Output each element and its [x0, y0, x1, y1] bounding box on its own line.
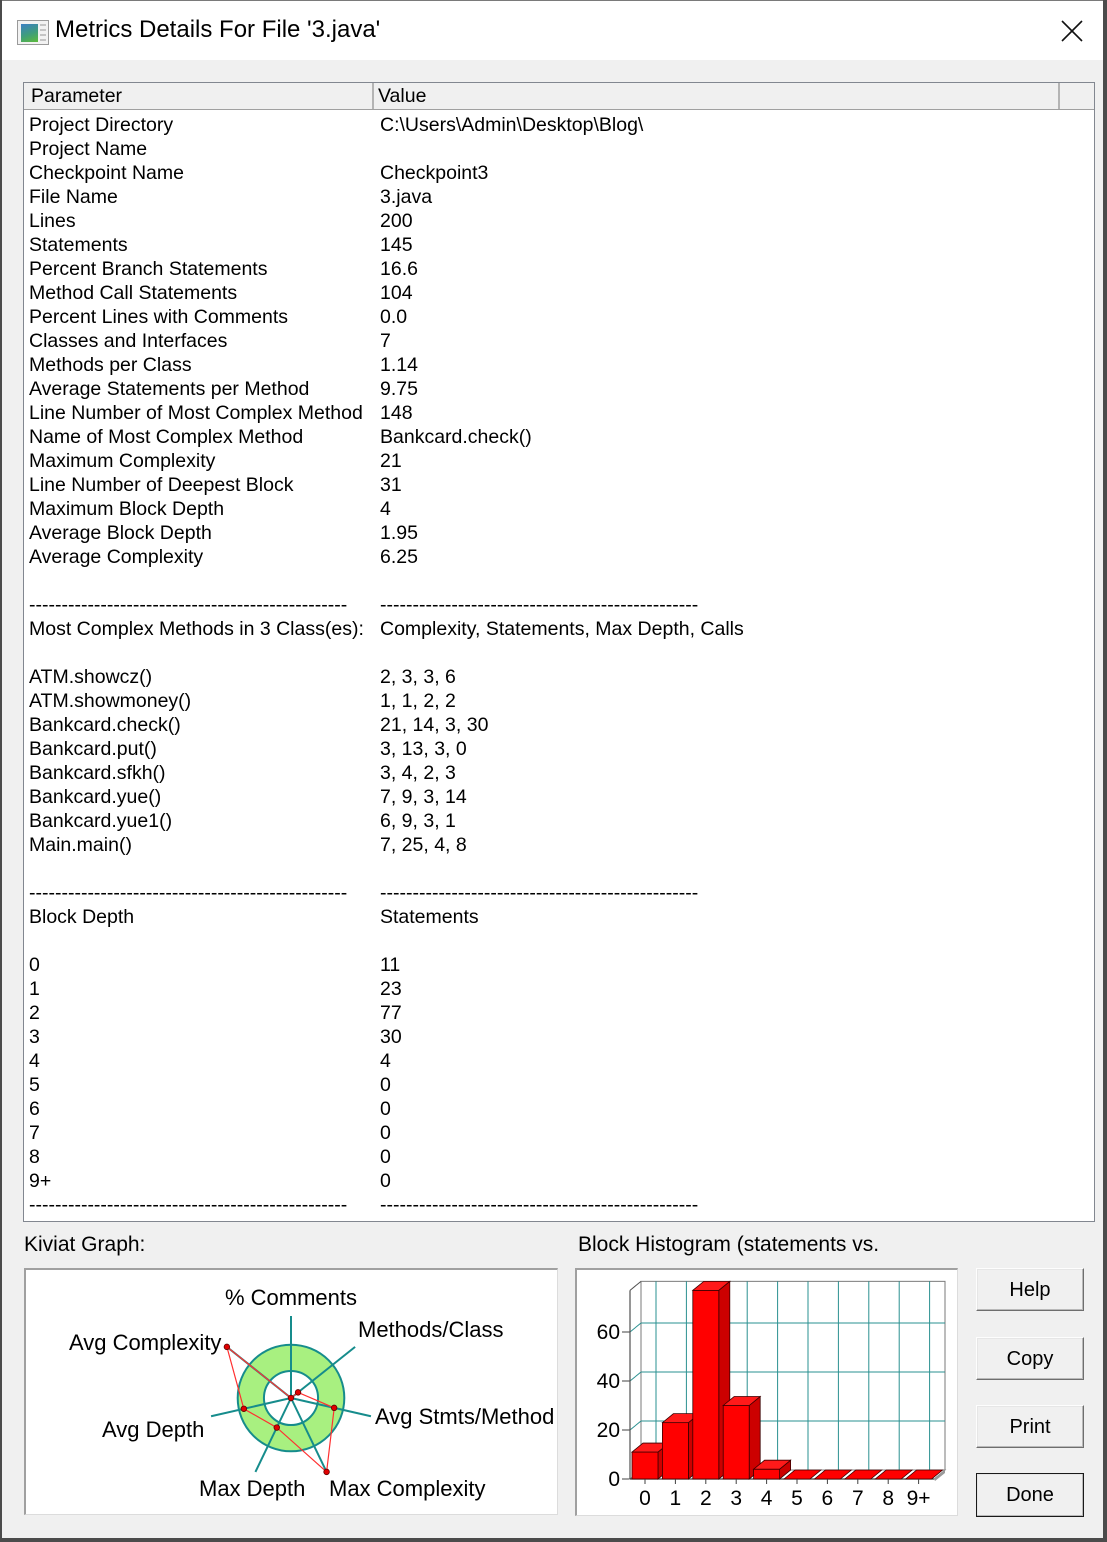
table-row[interactable] [24, 1049, 1094, 1073]
kiviat-axis-label: Avg Depth [102, 1417, 205, 1442]
kiviat-axis-label: Methods/Class [358, 1317, 504, 1342]
table-row[interactable] [24, 905, 1094, 929]
table-row[interactable] [24, 185, 1094, 209]
window-border-left[interactable] [0, 0, 2, 1542]
table-row[interactable] [24, 641, 1094, 665]
copy-button[interactable]: Copy [976, 1337, 1084, 1380]
app-icon-lines [40, 24, 46, 42]
value-cell: 3, 13, 3, 0 [380, 738, 467, 760]
table-row[interactable] [24, 1025, 1094, 1049]
table-row[interactable] [24, 1097, 1094, 1121]
value-cell: 0.0 [380, 306, 408, 328]
parameter-cell: Lines [29, 210, 76, 232]
table-row[interactable] [24, 161, 1094, 185]
parameter-cell: 4 [29, 1050, 40, 1072]
value-cell: 0 [380, 1074, 391, 1096]
table-row[interactable] [24, 473, 1094, 497]
table-row[interactable] [24, 881, 1094, 905]
value-cell: ------------------------------------------------- [380, 1194, 699, 1216]
value-cell: 11 [380, 954, 401, 976]
table-row[interactable] [24, 281, 1094, 305]
parameter-cell: ------------------------------------------------- [29, 882, 348, 904]
y-tick-label: 20 [596, 1419, 620, 1442]
x-tick-label: 3 [730, 1487, 743, 1510]
parameter-cell: 1 [29, 978, 40, 1000]
app-icon [17, 20, 49, 45]
block-histogram [575, 1268, 958, 1516]
parameter-cell: Line Number of Most Complex Method [29, 402, 363, 424]
table-row[interactable] [24, 929, 1094, 953]
value-cell: 31 [380, 474, 402, 496]
y-tick-label: 60 [596, 1321, 620, 1344]
table-row[interactable] [24, 113, 1094, 137]
kiviat-axis-label: Max Complexity [329, 1476, 486, 1501]
histogram-bar-front [632, 1452, 658, 1479]
value-cell: 0 [380, 1146, 391, 1168]
table-row[interactable] [24, 953, 1094, 977]
table-row[interactable] [24, 257, 1094, 281]
value-cell: 7, 9, 3, 14 [380, 786, 467, 808]
value-cell: 77 [380, 1002, 402, 1024]
value-cell: 21, 14, 3, 30 [380, 714, 489, 736]
value-cell: 200 [380, 210, 413, 232]
parameter-cell: Percent Lines with Comments [29, 306, 289, 328]
kiviat-axis-label: Avg Stmts/Method [375, 1404, 555, 1429]
window-border-bottom[interactable] [0, 1538, 1107, 1542]
x-tick-label: 0 [639, 1487, 651, 1510]
x-tick-label: 8 [882, 1487, 895, 1510]
histogram-side-wall-edge [630, 1281, 641, 1290]
list-rows [24, 113, 1094, 1217]
parameter-cell: ------------------------------------------------- [29, 1194, 348, 1216]
parameter-cell: 5 [29, 1074, 40, 1096]
value-cell: 1.14 [380, 354, 418, 376]
parameter-cell: ATM.showcz() [29, 666, 153, 688]
value-cell: 148 [380, 402, 413, 424]
x-tick-label: 6 [821, 1487, 834, 1510]
kiviat-data-point [241, 1406, 247, 1412]
kiviat-data-point [224, 1344, 230, 1350]
kiviat-data-point [324, 1469, 330, 1475]
done-button[interactable]: Done [976, 1473, 1084, 1517]
value-cell: 21 [380, 450, 402, 472]
kiviat-axis-label: Max Depth [199, 1476, 306, 1501]
table-row[interactable] [24, 329, 1094, 353]
value-cell: 7 [380, 330, 391, 352]
parameter-cell: Classes and Interfaces [29, 330, 228, 352]
parameter-cell: Statements [29, 234, 128, 256]
histogram-bar-front [754, 1469, 780, 1479]
value-cell: 16.6 [380, 258, 418, 280]
value-cell: 0 [380, 1170, 391, 1192]
table-row[interactable] [24, 233, 1094, 257]
parameter-cell: 6 [29, 1098, 40, 1120]
value-cell: 2, 3, 3, 6 [380, 666, 456, 688]
table-row[interactable] [24, 737, 1094, 761]
kiviat-data-point [331, 1405, 337, 1411]
column-header-value[interactable]: Value [374, 83, 1060, 109]
x-tick-label: 7 [851, 1487, 864, 1510]
window-title: Metrics Details For File '3.java' [55, 16, 381, 43]
table-row[interactable] [24, 137, 1094, 161]
value-cell: 6, 9, 3, 1 [380, 810, 456, 832]
histogram-bar [723, 1397, 760, 1480]
parameter-cell: Main.main() [29, 834, 132, 856]
table-row[interactable] [24, 425, 1094, 449]
kiviat-axis-label: % Comments [224, 1285, 358, 1310]
column-header-filler [1060, 83, 1094, 109]
y-tick-label: 0 [608, 1468, 620, 1491]
table-row[interactable] [24, 569, 1094, 593]
kiviat-data-point [295, 1390, 301, 1396]
table-row[interactable] [24, 377, 1094, 401]
parameter-cell: 8 [29, 1146, 40, 1168]
parameter-cell: Maximum Block Depth [29, 498, 225, 520]
metrics-list[interactable] [23, 82, 1095, 1222]
value-cell: 0 [380, 1098, 391, 1120]
parameter-cell: ATM.showmoney() [29, 690, 192, 712]
table-row[interactable] [24, 353, 1094, 377]
parameter-cell: Maximum Complexity [29, 450, 216, 472]
kiviat-axis-label: Avg Complexity [69, 1330, 222, 1355]
table-row[interactable] [24, 449, 1094, 473]
column-header-parameter[interactable]: Parameter [24, 83, 374, 109]
value-cell: ------------------------------------------------- [380, 594, 699, 616]
parameter-cell: ------------------------------------------------- [29, 594, 348, 616]
parameter-cell: Block Depth [29, 906, 135, 928]
parameter-cell: File Name [29, 186, 118, 208]
parameter-cell: 0 [29, 954, 40, 976]
value-cell: 1, 1, 2, 2 [380, 690, 456, 712]
parameter-cell: 3 [29, 1026, 40, 1048]
value-cell: 145 [380, 234, 413, 256]
parameter-cell: 7 [29, 1122, 40, 1144]
table-row[interactable] [24, 593, 1094, 617]
table-row[interactable] [24, 1001, 1094, 1025]
value-cell: Bankcard.check() [380, 426, 532, 448]
table-row[interactable] [24, 497, 1094, 521]
value-cell: 0 [380, 1122, 391, 1144]
parameter-cell: Most Complex Methods in 3 Class(es): [29, 618, 364, 640]
value-cell: C:\Users\Admin\Desktop\Blog\ [380, 114, 644, 136]
parameter-cell: Bankcard.put() [29, 738, 157, 760]
parameter-cell: Percent Branch Statements [29, 258, 268, 280]
parameter-cell: 2 [29, 1002, 40, 1024]
kiviat-data-point [274, 1425, 280, 1431]
value-cell: 23 [380, 978, 402, 1000]
table-row[interactable] [24, 305, 1094, 329]
parameter-cell: Bankcard.sfkh() [29, 762, 166, 784]
kiviat-graph-title: Kiviat Graph: [24, 1233, 146, 1256]
x-tick-label: 1 [669, 1487, 682, 1510]
value-cell: 7, 25, 4, 8 [380, 834, 467, 856]
value-cell: 9.75 [380, 378, 418, 400]
histogram-bar-front [662, 1423, 688, 1479]
value-cell: Checkpoint3 [380, 162, 489, 184]
close-icon[interactable] [1058, 17, 1086, 45]
table-row[interactable] [24, 1121, 1094, 1145]
value-cell: 104 [380, 282, 413, 304]
parameter-cell: Line Number of Deepest Block [29, 474, 294, 496]
x-tick-label: 4 [760, 1487, 773, 1510]
histogram-side-gridline [630, 1323, 641, 1332]
value-cell: 3.java [380, 186, 433, 208]
parameter-cell: Average Block Depth [29, 522, 212, 544]
app-icon-pane [21, 24, 38, 42]
parameter-cell: Methods per Class [29, 354, 192, 376]
table-row[interactable] [24, 401, 1094, 425]
table-row[interactable] [24, 1145, 1094, 1169]
block-histogram-canvas [577, 1270, 957, 1515]
value-cell: 30 [380, 1026, 402, 1048]
parameter-cell: 9+ [29, 1170, 52, 1192]
block-histogram-title: Block Histogram (statements vs. [578, 1233, 880, 1256]
table-row[interactable] [24, 665, 1094, 689]
y-tick-label: 40 [596, 1370, 620, 1393]
value-cell: Complexity, Statements, Max Depth, Calls [380, 618, 744, 640]
parameter-cell: Method Call Statements [29, 282, 238, 304]
table-row[interactable] [24, 689, 1094, 713]
value-cell: 4 [380, 498, 391, 520]
table-row[interactable] [24, 209, 1094, 233]
parameter-cell: Bankcard.yue() [29, 786, 162, 808]
table-row[interactable] [24, 833, 1094, 857]
histogram-bar-front [693, 1290, 719, 1479]
print-button[interactable]: Print [976, 1405, 1084, 1448]
table-row[interactable] [24, 809, 1094, 833]
table-row[interactable] [24, 521, 1094, 545]
kiviat-graph [24, 1268, 558, 1515]
kiviat-data-point [288, 1395, 294, 1401]
value-cell: ------------------------------------------------- [380, 882, 699, 904]
value-cell: 6.25 [380, 546, 418, 568]
window-border-right[interactable] [1103, 0, 1107, 1542]
histogram-side-gridline [630, 1421, 641, 1430]
x-tick-label: 9+ [906, 1487, 931, 1510]
table-row[interactable] [24, 1073, 1094, 1097]
parameter-cell: Average Statements per Method [29, 378, 310, 400]
table-row[interactable] [24, 857, 1094, 881]
x-tick-label: 2 [699, 1487, 712, 1510]
help-button[interactable]: Help [976, 1268, 1084, 1311]
table-row[interactable] [24, 617, 1094, 641]
parameter-cell: Name of Most Complex Method [29, 426, 304, 448]
value-cell: 1.95 [380, 522, 418, 544]
parameter-cell: Project Name [29, 138, 148, 160]
table-row[interactable] [24, 785, 1094, 809]
histogram-side-gridline [630, 1372, 641, 1381]
parameter-cell: Bankcard.yue1() [29, 810, 173, 832]
table-row[interactable] [24, 1193, 1094, 1217]
parameter-cell: Bankcard.check() [29, 714, 181, 736]
histogram-bar-front [723, 1406, 749, 1480]
table-row[interactable] [24, 761, 1094, 785]
parameter-cell: Checkpoint Name [29, 162, 184, 184]
x-tick-label: 5 [791, 1487, 803, 1510]
table-row[interactable] [24, 713, 1094, 737]
table-row[interactable] [24, 977, 1094, 1001]
table-row[interactable] [24, 1169, 1094, 1193]
value-cell: 4 [380, 1050, 391, 1072]
value-cell: Statements [380, 906, 479, 928]
parameter-cell: Average Complexity [29, 546, 204, 568]
list-header [24, 83, 1094, 110]
table-row[interactable] [24, 545, 1094, 569]
value-cell: 3, 4, 2, 3 [380, 762, 456, 784]
parameter-cell: Project Directory [29, 114, 174, 136]
title-bar[interactable] [2, 1, 1103, 60]
